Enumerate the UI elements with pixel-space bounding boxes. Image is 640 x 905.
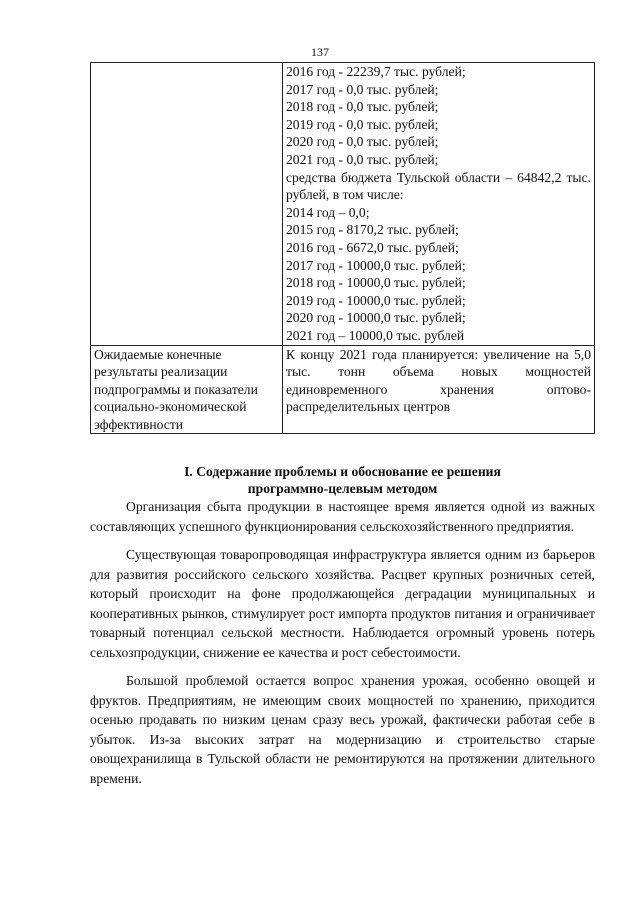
table-row-funding bbox=[91, 63, 595, 346]
funding-line: 2016 год - 6672,0 тыс. рублей; bbox=[286, 239, 459, 255]
paragraph: Существующая товаропроводящая инфраструктура является одним из барьеров для развития российского сельского хозяйства. Расцвет крупных розничных сетей, который происходит на фоне продолжающейся деградации муниципальных и кооперативных рынков, стимулирует рост импорта продуктов питания и ограничивает товарный потенциал сельской местности. Наблюдается огромный уровень потерь сельхозпродукции, снижение ее качества и рост себестоимости. bbox=[90, 547, 595, 660]
passport-table bbox=[90, 62, 595, 434]
funding-line: 2017 год - 0,0 тыс. рублей; bbox=[286, 81, 439, 97]
funding-line: 2019 год - 0,0 тыс. рублей; bbox=[286, 116, 439, 132]
page-number: 137 bbox=[311, 45, 329, 59]
funding-line: 2020 год - 0,0 тыс. рублей; bbox=[286, 134, 439, 150]
paragraph: Организация сбыта продукции в настоящее время является одной из важных составляющих успешного функционирования сельскохозяйственного предприятия. bbox=[90, 499, 595, 534]
funding-line: 2018 год - 10000,0 тыс. рублей; bbox=[286, 275, 466, 291]
section-title-line: программно-целевым методом bbox=[247, 481, 438, 496]
funding-line: 2021 год – 10000,0 тыс. рублей bbox=[286, 327, 465, 343]
funding-line: 2019 год - 10000,0 тыс. рублей; bbox=[286, 292, 466, 308]
section-body bbox=[90, 497, 595, 797]
results-label-cell: Ожидаемые конечные результаты реализации подпрограммы и показатели социально-экономической эффективности bbox=[91, 345, 283, 434]
funding-line: 2018 год - 0,0 тыс. рублей; bbox=[286, 99, 439, 115]
funding-details-cell bbox=[283, 63, 595, 346]
regional-budget-line: средства бюджета Тульской области – 64842,2 тыс. рублей, в том числе: bbox=[286, 169, 591, 203]
funding-line: 2021 год - 0,0 тыс. рублей; bbox=[286, 151, 439, 167]
paragraph: Большой проблемой остается вопрос хранения урожая, особенно овощей и фруктов. Предприятиям, не имеющим своих мощностей по хранению, приходится осенью продавать по низким ценам сразу весь урожай, фактически работая себе в убыток. Из-за высоких затрат на модернизацию и строительство старые овощехранилища в Тульской области не ремонтируются на протяжении длительного времени. bbox=[90, 673, 595, 786]
results-text-cell: К концу 2021 года планируется: увеличение на 5,0 тыс. тонн объема новых мощностей единовременного хранения оптово-распределительных центров bbox=[283, 345, 595, 434]
funding-line: 2015 год - 8170,2 тыс. рублей; bbox=[286, 222, 459, 238]
funding-line: 2014 год – 0,0; bbox=[286, 204, 370, 220]
funding-line: 2016 год - 22239,7 тыс. рублей; bbox=[286, 64, 466, 79]
table-row-results bbox=[91, 345, 595, 434]
section-title-line: I. Содержание проблемы и обоснование ее решения bbox=[184, 464, 501, 479]
funding-label-cell bbox=[91, 63, 283, 346]
section-title bbox=[90, 463, 595, 497]
funding-line: 2017 год - 10000,0 тыс. рублей; bbox=[286, 257, 466, 273]
funding-line: 2020 год - 10000,0 тыс. рублей; bbox=[286, 310, 466, 326]
